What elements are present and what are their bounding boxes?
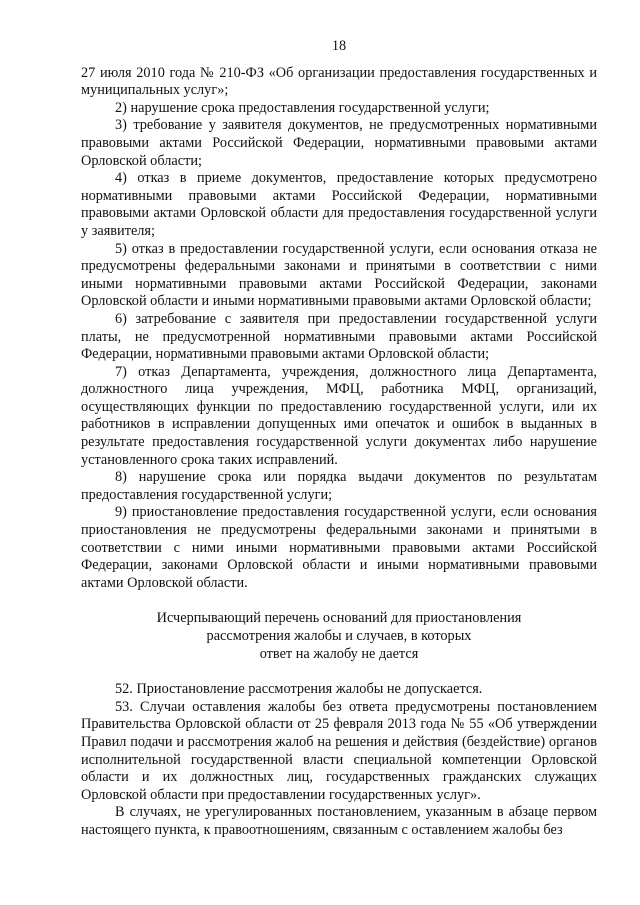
section-heading-line: рассмотрения жалобы и случаев, в которых [206, 628, 472, 644]
paragraph-item-2: 2) нарушение срока предоставления государственной услуги; [115, 99, 490, 116]
paragraph-item-9: 9) приостановление предоставления государственной услуги, если основания приостановления не предусмотрены федеральными законами и принятыми в соответствии с ними иными нормативными правовыми актами Российской Федерации, законами Орловской области и иными нормативными правовыми актами Орловской области. [81, 504, 597, 591]
paragraph-item-7: 7) отказ Департамента, учреждения, должностного лица Департамента, должностного лица учреждения, МФЦ, работника МФЦ, организаций, осуществляющих функции по предоставлению государственной услуги, или их работников в исправлении допущенных ими опечаток и ошибок в выданных в результате предоставления государственной услуги документах либо нарушение установленного срока таких исправлений. [81, 363, 597, 468]
paragraph-item-4: 4) отказ в приеме документов, предоставление которых предусмотрено нормативными правовыми актами Российской Федерации, нормативными правовыми актами Орловской области для предоставления государственной услуги у заявителя; [81, 170, 597, 239]
section-heading [81, 610, 597, 663]
paragraph-item-5: 5) отказ в предоставлении государственной услуги, если основания отказа не предусмотрены федеральными законами и принятыми в соответствии с ними иными нормативными правовыми актами Российской Федерации, законами Орловской области и иными нормативными правовыми актами Орловской области; [81, 240, 597, 310]
paragraph-53-continued: В случаях, не урегулированных постановлением, указанным в абзаце первом настоящего пункта, к правоотношениям, связанным с оставлением жалобы без [81, 804, 597, 838]
page-number: 18 [331, 38, 347, 54]
document-page [81, 38, 597, 840]
paragraph-continuation: 27 июля 2010 года № 210-ФЗ «Об организации предоставления государственных и муниципальных услуг»; [81, 64, 597, 99]
paragraph-53: 53. Случаи оставления жалобы без ответа предусмотрены постановлением Правительства Орловской области от 25 февраля 2013 года № 55 «Об утверждении Правил подачи и рассмотрения жалоб на решения и действия (бездействие) органов исполнительной государственной власти специальной компетенции Орловской области и их должностных лиц, государственных гражданских служащих Орловской области при предоставлении государственных услуг». [81, 698, 597, 803]
paragraph-item-8: 8) нарушение срока или порядка выдачи документов по результатам предоставления государственной услуги; [81, 469, 597, 503]
section-heading-line: ответ на жалобу не дается [259, 645, 419, 662]
paragraph-item-6: 6) затребование с заявителя при предоставлении государственной услуги платы, не предусмотренной нормативными правовыми актами Российской Федерации, нормативными правовыми актами Орловской области; [81, 310, 597, 363]
paragraph-item-3: 3) требование у заявителя документов, не предусмотренных нормативными правовыми актами Российской Федерации, нормативными правовыми актами Орловской области; [81, 117, 597, 169]
section-heading-line: Исчерпывающий перечень оснований для приостановления [156, 610, 522, 627]
paragraph-52: 52. Приостановление рассмотрения жалобы не допускается. [115, 681, 483, 698]
